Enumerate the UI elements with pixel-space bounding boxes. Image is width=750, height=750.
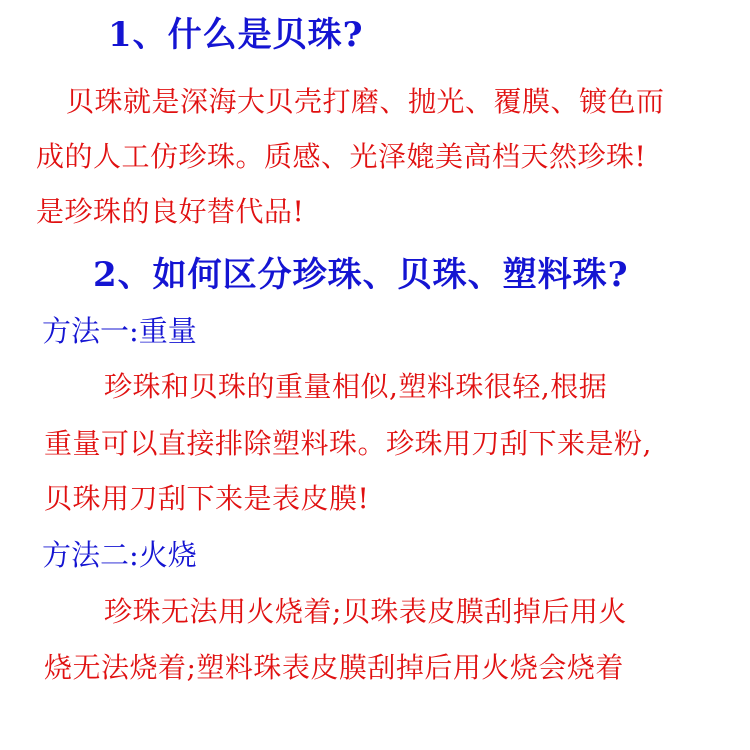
method-2-label: 方法二:火烧 xyxy=(42,538,197,572)
section-1-paragraph-line-2: 成的人工仿珍珠。质感、光泽媲美高档天然珍珠! xyxy=(36,140,647,173)
method-1-paragraph-line-3: 贝珠用刀刮下来是表皮膜! xyxy=(44,482,370,515)
method-1-paragraph-line-1: 珍珠和贝珠的重量相似,塑料珠很轻,根据 xyxy=(104,370,608,403)
method-1-paragraph-line-2: 重量可以直接排除塑料珠。珍珠用刀刮下来是粉, xyxy=(44,427,652,460)
method-2-paragraph-line-2: 烧无法烧着;塑料珠表皮膜刮掉后用火烧会烧着 xyxy=(44,651,624,684)
section-1-paragraph-line-3: 是珍珠的良好替代品! xyxy=(36,195,305,228)
method-1-label: 方法一:重量 xyxy=(42,314,197,348)
method-2-paragraph-line-1: 珍珠无法用火烧着;贝珠表皮膜刮掉后用火 xyxy=(104,595,627,628)
section-1-paragraph-line-1: 贝珠就是深海大贝壳打磨、抛光、覆膜、镀色而 xyxy=(66,85,665,118)
section-1-title: 1、什么是贝珠? xyxy=(108,15,364,55)
section-2-title: 2、如何区分珍珠、贝珠、塑料珠? xyxy=(93,255,629,295)
